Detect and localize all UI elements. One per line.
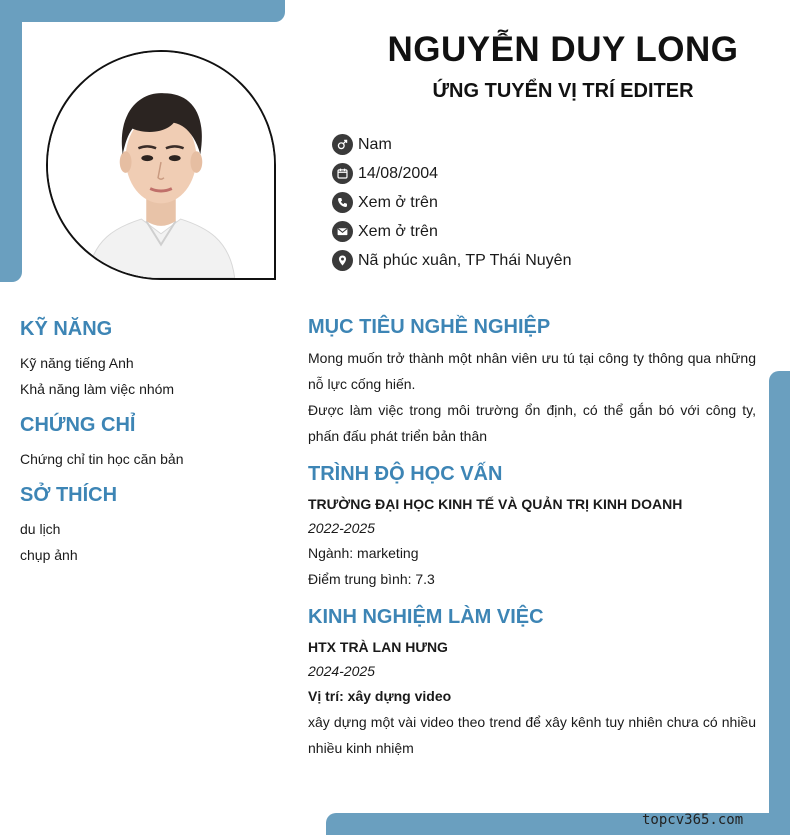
hobby-item: chụp ảnh — [20, 547, 78, 563]
company-name: HTX TRÀ LAN HƯNG — [308, 639, 448, 655]
objective-paragraph: Mong muốn trở thành một nhân viên ưu tú tại công ty thông qua những nỗ lực cống hiến. — [308, 350, 756, 392]
decor-top-bar — [0, 0, 285, 22]
education-title: TRÌNH ĐỘ HỌC VẤN — [308, 463, 503, 485]
watermark-text: topcv365.com — [642, 812, 744, 828]
calendar-icon — [332, 163, 353, 184]
hobbies-title: SỞ THÍCH — [20, 484, 118, 506]
right-column — [308, 316, 756, 775]
contact-email-text: Xem ở trên — [358, 222, 438, 240]
decor-right-bar — [769, 371, 790, 835]
phone-icon — [332, 192, 353, 213]
school-name: TRƯỜNG ĐẠI HỌC KINH TẾ VÀ QUẢN TRỊ KINH DOANH — [308, 496, 683, 512]
education-section — [308, 463, 756, 592]
decor-left-bar — [0, 0, 22, 282]
objective-paragraph: Được làm việc trong môi trường ổn định, có thể gắn bó với công ty, phấn đấu phát triển bản thân — [308, 402, 756, 444]
objective-title: MỤC TIÊU NGHỀ NGHIỆP — [308, 316, 551, 338]
gender-icon — [332, 134, 353, 155]
skills-section — [20, 318, 280, 402]
candidate-name: NGUYỄN DUY LONG — [387, 30, 739, 69]
profile-photo — [46, 50, 276, 280]
contact-birthday — [332, 159, 571, 188]
skills-title: KỸ NĂNG — [20, 318, 113, 340]
experience-description: xây dựng một vài video theo trend để xây kênh tuy nhiên chưa có nhiều nhiều kinh nhiệm — [308, 714, 756, 756]
contact-address-text: Nã phúc xuân, TP Thái Nuyên — [358, 251, 572, 269]
education-gpa: Điểm trung bình: 7.3 — [308, 571, 435, 587]
hobby-item: du lịch — [20, 521, 61, 537]
education-period: 2022-2025 — [308, 520, 375, 536]
objective-section — [308, 316, 756, 449]
location-icon — [332, 250, 353, 271]
contact-phone-text: Xem ở trên — [358, 193, 438, 211]
contact-gender-text: Nam — [358, 135, 392, 153]
email-icon — [332, 221, 353, 242]
experience-title: KINH NGHIỆM LÀM VIỆC — [308, 606, 544, 628]
experience-section — [308, 606, 756, 761]
hobbies-section — [20, 484, 280, 568]
education-major: Ngành: marketing — [308, 545, 419, 561]
skill-item: Khả năng làm việc nhóm — [20, 381, 175, 397]
contact-birthday-text: 14/08/2004 — [358, 164, 439, 182]
certificates-section — [20, 414, 280, 472]
experience-period: 2024-2025 — [308, 663, 375, 679]
contact-email[interactable] — [332, 217, 571, 246]
contact-gender — [332, 130, 571, 159]
left-column — [20, 318, 280, 580]
contact-phone[interactable] — [332, 188, 571, 217]
applied-position: ỨNG TUYỂN VỊ TRÍ EDITER — [432, 80, 694, 102]
experience-role: Vị trí: xây dựng video — [308, 688, 452, 704]
certificates-title: CHỨNG CHỈ — [20, 414, 136, 436]
contact-list — [332, 130, 571, 275]
contact-address — [332, 246, 571, 275]
skill-item: Kỹ năng tiếng Anh — [20, 355, 134, 371]
certificate-item: Chứng chỉ tin học căn bản — [20, 451, 184, 467]
